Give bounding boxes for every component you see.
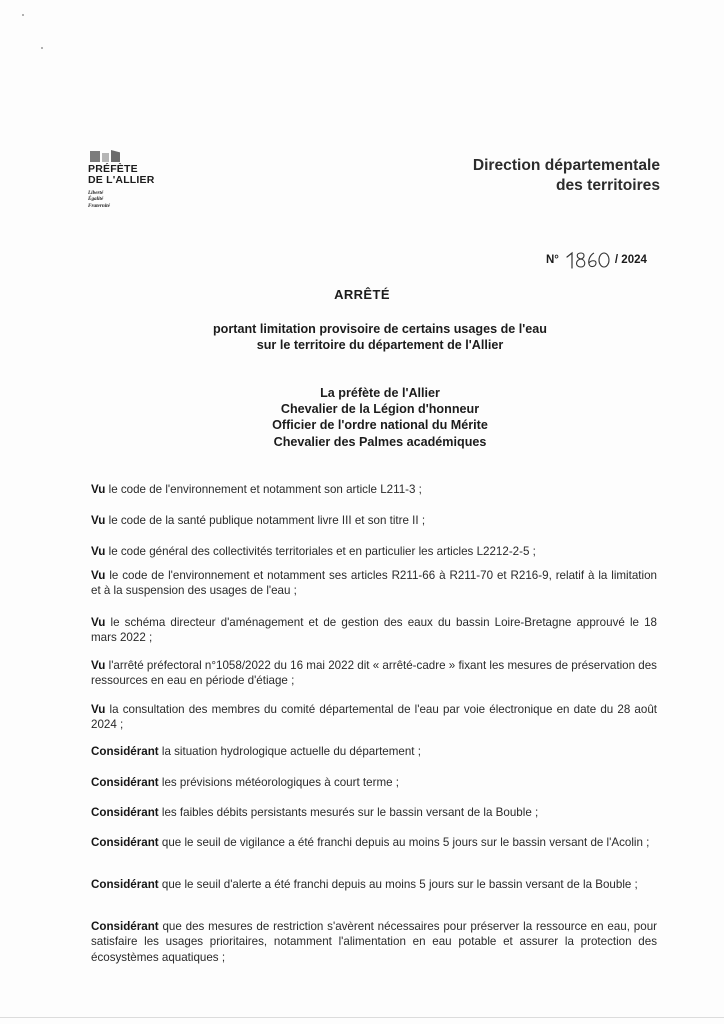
document-subtitle: portant limitation provisoire de certains usages de l'eau sur le territoire du département de l'Allier <box>212 322 548 352</box>
considerant-paragraph: Considérant que le seuil de vigilance a été franchi depuis au moins 5 jours sur le bassin versant de l'Acolin ; <box>91 836 650 849</box>
handwritten-number <box>563 250 611 270</box>
visa-paragraph: Vu l'arrêté préfectoral n°1058/2022 du 16 mai 2022 dit « arrêté-cadre » fixant les mesures de préservation des ressources en eau en période d'étiage ; <box>91 659 657 688</box>
prefecture-name: PRÉFÈTE DE L'ALLIER <box>88 163 155 186</box>
considerant-paragraph: Considérant que le seuil d'alerte a été franchi depuis au moins 5 jours sur le bassin versant de la Bouble ; <box>91 878 638 891</box>
page-edge-divider <box>0 1017 724 1018</box>
considerant-paragraph: Considérant que des mesures de restriction s'avèrent nécessaires pour préserver la ressource en eau, pour satisfaire les usages prioritaires, notamment l'alimentation en eau potable et assurer la protection des écosystèmes aquatiques ; <box>91 920 657 964</box>
prefecture-logo <box>88 148 178 209</box>
scan-speck <box>22 14 24 16</box>
considerant-paragraph: Considérant les faibles débits persistants mesurés sur le bassin versant de la Bouble ; <box>91 806 539 819</box>
prefect-titles: La préfète de l'Allier Chevalier de la Légion d'honneur Officier de l'ordre national du Mérite Chevalier des Palmes académiques <box>272 386 488 449</box>
considerant-paragraph: Considérant la situation hydrologique actuelle du département ; <box>91 745 421 758</box>
document-title: ARRÊTÉ <box>334 287 390 302</box>
visa-paragraph: Vu la consultation des membres du comité départemental de l'eau par voie électronique en date du 28 août 2024 ; <box>91 703 657 732</box>
visa-paragraph: Vu le code général des collectivités territoriales et en particulier les articles L2212-2-5 ; <box>91 545 536 558</box>
scan-speck <box>41 47 43 49</box>
number-year: / 2024 <box>614 254 647 266</box>
visa-paragraph: Vu le code de l'environnement et notamment son article L211-3 ; <box>91 483 422 496</box>
visa-paragraph: Vu le code de l'environnement et notamment ses articles R211-66 à R211-70 et R216-9, relatif à la limitation et à la suspension des usages de l'eau ; <box>91 569 657 598</box>
issuing-direction: Direction départementale des territoires <box>472 157 660 194</box>
republic-motto: Liberté Égalité Fraternité <box>88 190 110 209</box>
marianne-emblem-icon <box>90 148 178 162</box>
visa-paragraph: Vu le schéma directeur d'aménagement et de gestion des eaux du bassin Loire-Bretagne approuvé le 18 mars 2022 ; <box>91 616 657 645</box>
decree-number <box>546 250 647 270</box>
number-prefix: N° <box>546 254 559 266</box>
considerant-paragraph: Considérant les prévisions météorologiques à court terme ; <box>91 776 400 789</box>
visa-paragraph: Vu le code de la santé publique notamment livre III et son titre II ; <box>91 514 426 527</box>
